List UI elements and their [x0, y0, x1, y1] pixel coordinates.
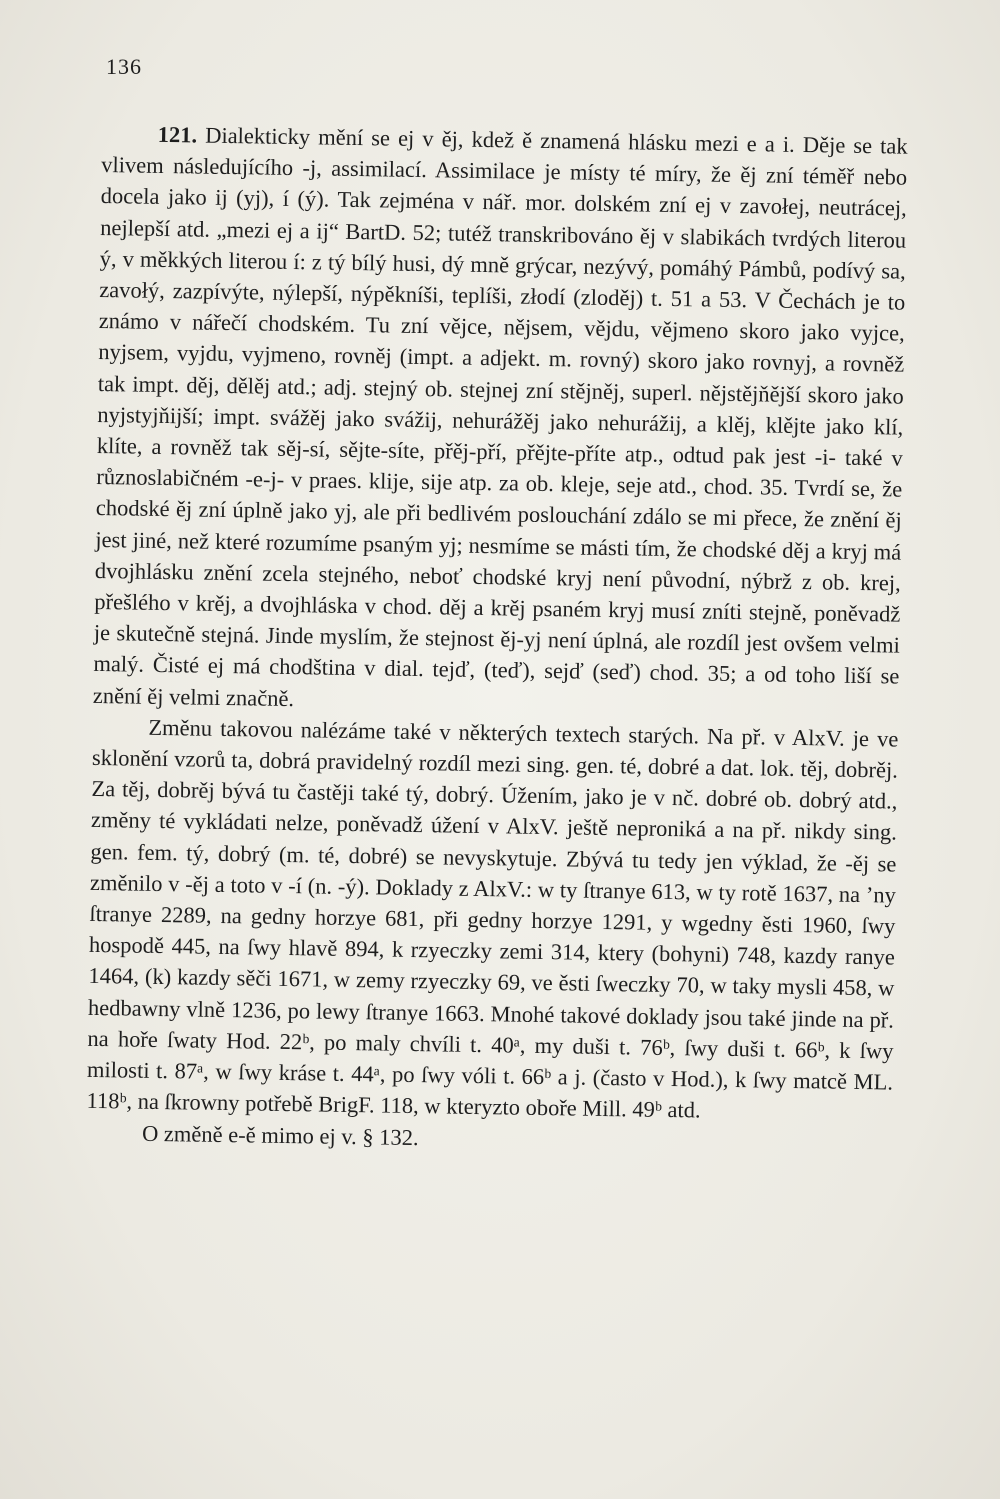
- paragraph-3: O změně e-ě mimo ej v. § 132.: [141, 1120, 419, 1150]
- page-number: 136: [106, 54, 142, 79]
- section-number: 121.: [157, 121, 198, 148]
- paragraph-1: [93, 118, 908, 723]
- paragraph-2: Změnu takovou nalézáme také v některých textech starých. Na př. v AlxV. je ve sklonění vzorů ta, dobrá pravidelný rozdíl mezi sing. gen. té, dobré a dat. lok. těj, dobrěj. Za těj, dobrěj bývá tu častěji také tý, dobrý. Úžením, jako je v nč. dobré ob. dobrý atd., změny té vykládati nelze, poněvadž úžení v AlxV. ještě neproniká a na př. nikdy sing. gen. fem. tý, dobrý (m. té, dobré) se nevyskytuje. Zbývá tu tedy jen výklad, že -ěj se změnilo v -ěj a toto v -í (n. -ý). Doklady z AlxV.: w ty ſtranye 613, w ty rotě 1637, na ’ny ſtranye 2289, na gedny horzye 681, při gedny horzye 1291, y wgedny ěsti 1960, ſwy hospodě 445, na ſwy hlavě 894, k rzyeczky zemi 314, ktery (bohyni) 748, kazdy ranye 1464, (k) kazdy sěči 1671, w zemy rzyeczky 69, ve ěsti ſweczky 70, w taky mysli 458, w hedbawny vlně 1236, po lewy ſtranye 1663. Mnohé takové doklady jsou také jinde na př. na hoře ſwaty Hod. 22ᵇ, po maly chvíli t. 40ᵃ, my duši t. 76ᵇ, ſwy duši t. 66ᵇ, k ſwy milosti t. 87ᵃ, w ſwy kráse t. 44ᵃ, po ſwy vóli t. 66ᵇ a j. (často v Hod.), k ſwy matcě ML. 118ᵇ, na ſkrowny potřebě BrigF. 118, w kteryzto oboře Mill. 49ᵇ atd.: [86, 714, 899, 1123]
- paragraph-1-text: Dialekticky mění se ej v ěj, kdež ě znamená hlásku mezi e a i. Děje se tak vlivem následujícího -j, assimilací. Assimilace je místy té míry, že ěj zní téměř nebo docela jako ij (yj), í (ý). Tak zejména v nář. mor. dolském zní ej v zavołej, neutrácej, nejlepší atd. „mezi ej a ij“ BartD. 52; tutéž transkribováno ěj v slabikách tvrdých literou ý, v měkkých literou í: z tý bílý husi, dý mně grýcar, nezývý, pomáhý Pámbů, podívý sa, zavołý, zazpívýte, nýlepší, nýpěkníši, teplíši, złodí (zloděj) t. 51 a 53. V Čechách je to známo v nářečí chodském. Tu zní věјce, nějsem, vějdu, vějmeno skoro jako vyjce, nyjsem, vyjdu, vyjmeno, rovněj (impt. a adjekt. m. rovný) skoro jako rovnyj, a rovněž tak impt. děj, dělěj atd.; adj. stejný ob. stejnej zní stějněj, superl. nějstějňější skoro jako nyjstyjňijší; impt. svážěj jako svážij, nehurážěj jako nehurážij, a klěj, klějte jako klí, klíte, a rovněž tak sěj-sí, sějte-síte, přěj-pří, přějte-příte atp., odtud pak jest -i- také v různoslabičném -e-j- v praes. klije, sije atp. za ob. kleje, seje atd., chod. 35. Tvrdí se, že chodské ěj zní úplně jako yj, ale při bedlivém poslouchání zdálo se mi přece, že znění ěj jest jiné, než které rozumíme psaným yj; nesmíme se másti tím, že chodské děj a kryj má dvojhlásku znění zcela stejného, neboť chodské kryj není původní, nýbrž z ob. krej, přešlého v krěj, a dvojhláska v chod. děj a krěj psaném kryj musí zníti stejně, poněvadž je skutečně stejná. Jinde myslím, že stejnost ěj-yj není úplná, ale rozdíl jest ovšem velmi malý. Čisté ej má chodština v dial. tejď, (teď), sejď (seď) chod. 35; a od toho liší se znění ěj velmi značně.: [92, 122, 908, 711]
- section-body: [86, 118, 908, 1160]
